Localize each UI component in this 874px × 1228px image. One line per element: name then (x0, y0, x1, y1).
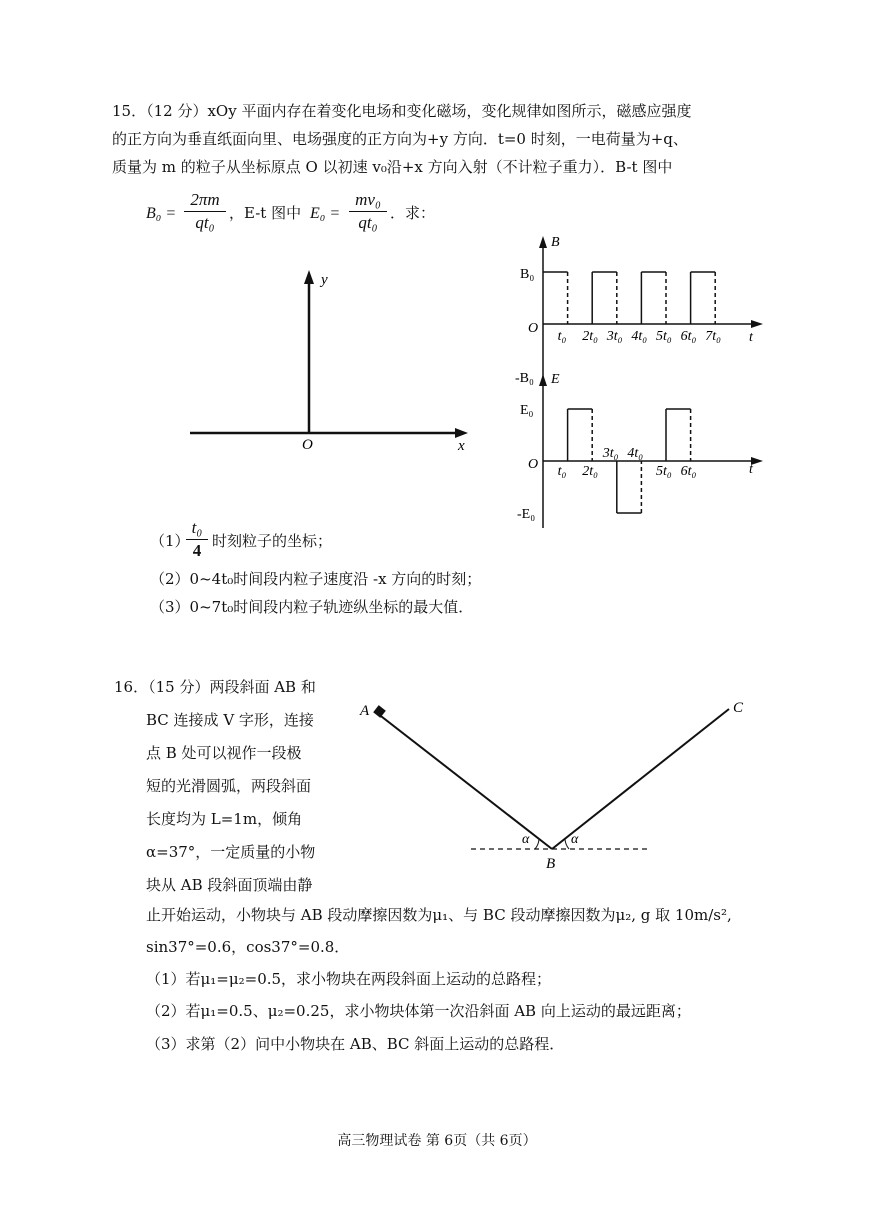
point-a-label: A (360, 703, 370, 719)
q15-sub1-text: 时刻粒子的坐标； (212, 532, 333, 550)
y-axis-label: y (321, 272, 328, 288)
q15-sub3: （3）0~7t₀时间段内粒子轨迹纵坐标的最大值． (150, 598, 474, 616)
bt-vertical-label: B (551, 235, 560, 250)
x-axis-label: x (458, 438, 465, 454)
q16-line-7: 块从 AB 段斜面顶端由静 (146, 876, 313, 894)
q15-line-3: 质量为 m 的粒子从坐标原点 O 以初速 v₀沿+x 方向入射（不计粒子重力）．B-t 图中 (112, 158, 673, 176)
q16-line-full-1: 止开始运动，小物块与 AB 段动摩擦因数为μ₁、与 BC 段动摩擦因数为μ₂, g 取 10m/s², (146, 906, 732, 924)
q16-sub2: （2）若μ₁=0.5、μ₂=0.25，求小物块体第一次沿斜面 AB 向上运动的最远距离； (146, 1002, 691, 1020)
q16-line-full-2: sin37°=0.6，cos37°=0.8． (146, 938, 350, 956)
bt-tick-label: 4t₀ (631, 329, 648, 344)
q16-line-4: 短的光滑圆弧，两段斜面 (146, 777, 312, 795)
bt-level-negative: -B₀ (515, 371, 534, 386)
bt-tick-label: 3t₀ (606, 329, 623, 344)
q15-sub2: （2）0~4t₀时间段内粒子速度沿 -x 方向的时刻； (150, 570, 482, 588)
bt-tick-label: 7t₀ (705, 329, 721, 344)
bt-graph (515, 235, 763, 386)
q16-sub1: （1）若μ₁=μ₂=0.5，求小物块在两段斜面上运动的总路程； (146, 970, 552, 988)
bt-tick-label: 2t₀ (582, 329, 598, 344)
q15-line-2: 的正方向为垂直纸面向里、电场强度的正方向为+y 方向．t=0 时刻，一电荷量为+q、 (112, 130, 688, 148)
b0-numerator: 2πm (190, 190, 220, 209)
q16-line-5: 长度均为 L=1m，倾角 (146, 810, 303, 828)
bt-origin: O (528, 321, 539, 336)
angle-arc-left (535, 839, 539, 849)
et-graph (517, 372, 763, 528)
bt-horizontal-label: t (749, 330, 753, 345)
et-origin: O (528, 457, 539, 472)
bt-tick-label: t₀ (557, 329, 567, 344)
et-tick-label: 6t₀ (680, 464, 697, 479)
q16-line-3: 点 B 处可以视作一段极 (146, 744, 302, 762)
angle-arc-right (565, 839, 569, 849)
incline-bc (552, 709, 729, 849)
q16-line-6: α=37°，一定质量的小物 (146, 843, 316, 861)
bt-tick-label: 6t₀ (680, 329, 697, 344)
et-tick-label: 5t₀ (656, 464, 672, 479)
bt-horizontal-arrow-icon (751, 320, 763, 328)
angle-right-label: α (571, 832, 579, 847)
bt-level-positive: B₀ (520, 267, 535, 282)
q15-sub1-prefix: （1） (150, 532, 190, 550)
q16-sub3: （3）求第（2）问中小物块在 AB、BC 斜面上运动的总路程． (146, 1035, 565, 1053)
b0-denominator: qt₀ (195, 213, 215, 232)
y-axis-arrow-icon (304, 270, 314, 284)
q15-line-1: 15．（12 分）xOy 平面内存在着变化电场和变化磁场，变化规律如图所示，磁感应强度 (112, 102, 692, 120)
et-tick-label: t₀ (557, 464, 567, 479)
origin-label: O (302, 437, 313, 453)
bt-tick-label: 5t₀ (656, 329, 672, 344)
q16-line-1: 16．（15 分）两段斜面 AB 和 (114, 678, 316, 696)
et-tick-label: 3t₀ (602, 446, 619, 461)
q16-line-2: BC 连接成 V 字形，连接 (146, 711, 314, 729)
small-block (373, 705, 386, 718)
et-horizontal-label: t (749, 462, 753, 477)
page-footer: 高三物理试卷 第 6页（共 6页） (337, 1133, 537, 1149)
x-axis-arrow-icon (455, 428, 468, 438)
e0-lhs: E₀ = (310, 205, 341, 222)
sub1-fraction (186, 518, 208, 561)
et-tick-label: 2t₀ (582, 464, 598, 479)
et-caption: ，E-t 图中 (229, 204, 302, 222)
et-vertical-arrow-icon (539, 374, 547, 386)
angle-left-label: α (522, 832, 530, 847)
v-incline-figure (355, 695, 755, 875)
e0-denominator: qt₀ (358, 213, 378, 232)
et-vertical-label: E (551, 372, 560, 387)
bt-vertical-arrow-icon (539, 236, 547, 248)
e0-numerator: mv₀ (355, 190, 381, 209)
bt-et-graphs (505, 228, 785, 533)
xoy-axes-figure (185, 262, 475, 462)
point-b-label: B (546, 856, 556, 872)
b0-lhs: B₀ = (146, 205, 177, 222)
et-level-positive: E₀ (520, 403, 534, 418)
point-c-label: C (733, 700, 744, 716)
b0-fraction (184, 190, 226, 233)
e0-fraction (349, 190, 387, 233)
et-level-negative: -E₀ (517, 507, 536, 522)
sub1-denominator: 4 (192, 541, 202, 560)
sub1-numerator: t₀ (191, 518, 203, 537)
incline-ab (377, 713, 552, 849)
q15-ask: ．求： (390, 204, 436, 222)
et-tick-label: 4t₀ (627, 446, 644, 461)
